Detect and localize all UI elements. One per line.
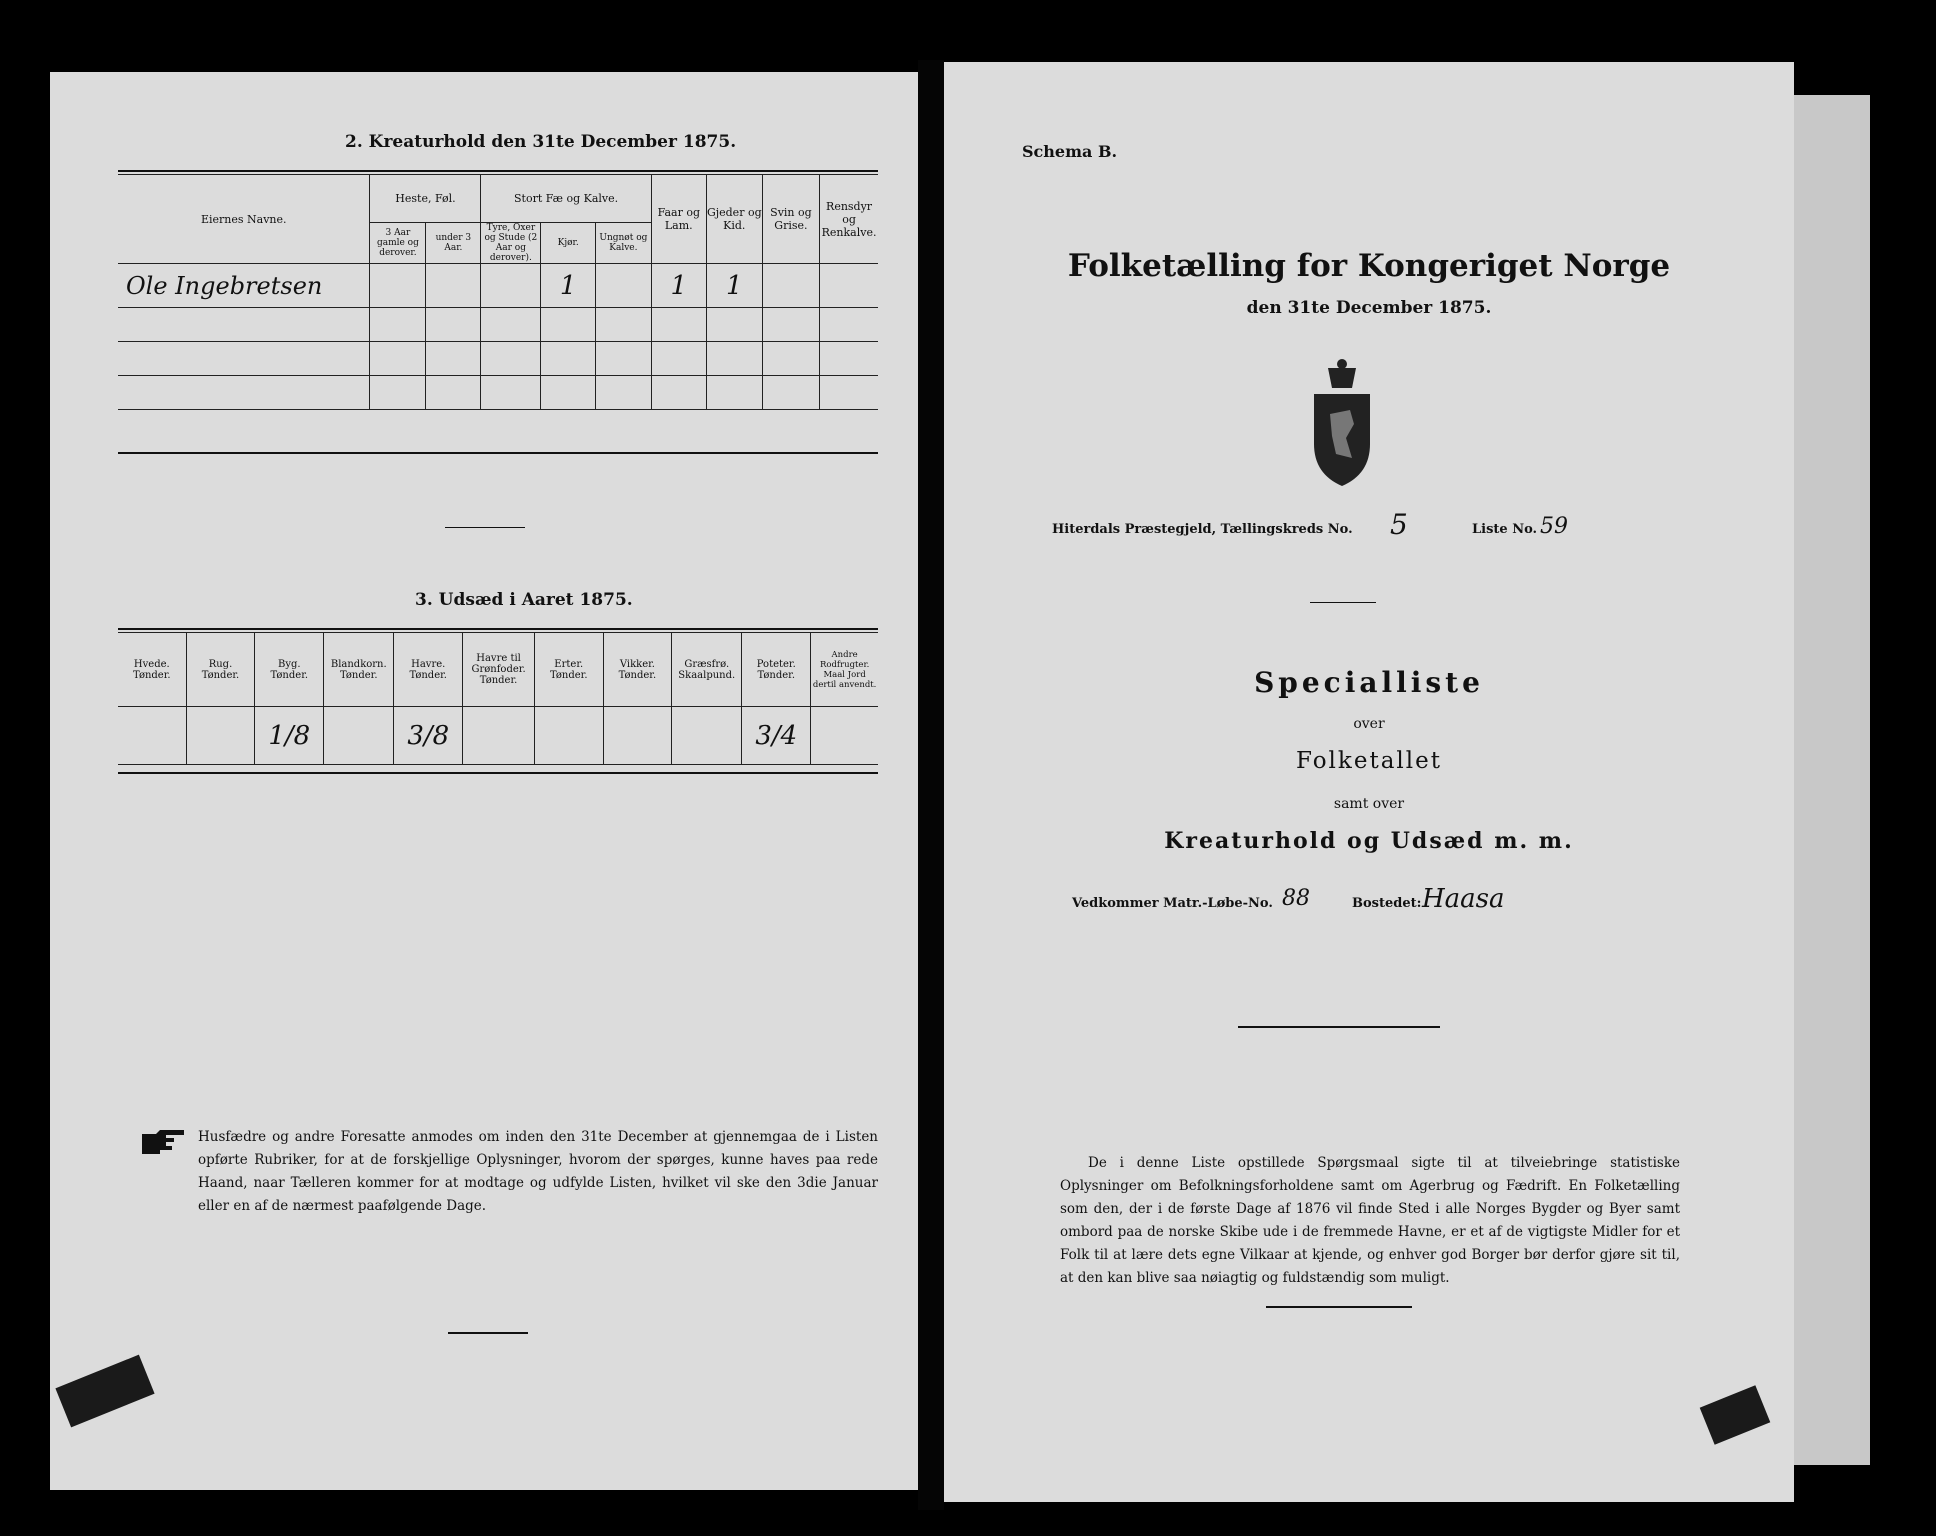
cell: [762, 308, 819, 342]
grass-seed-header: [672, 633, 742, 707]
cell: [651, 308, 706, 342]
barley-header: [255, 633, 324, 707]
cell: [186, 707, 255, 765]
vetch-unit: Tønder.: [618, 669, 657, 681]
mixed-grain-header: [324, 633, 394, 707]
left-footer-rule: [448, 1332, 528, 1334]
cell: [534, 707, 603, 765]
samt-over-text: samt over: [1333, 796, 1405, 812]
liste-label: Liste No.: [1472, 522, 1538, 537]
goats-header: Gjeder og Kid.: [706, 175, 762, 264]
cell: [481, 342, 541, 376]
cell: [762, 264, 819, 308]
cell: [481, 376, 541, 410]
kreds-number: 5: [1390, 508, 1408, 541]
bosted-label: Bostedet:: [1352, 896, 1422, 911]
table2-top-rule: [118, 628, 878, 630]
young-cattle-header: Ungnøt og Kalve.: [596, 223, 652, 264]
reindeer-header: Rensdyr og Renkalve.: [820, 175, 878, 264]
cell: [541, 376, 596, 410]
underlying-page-edge: [1790, 95, 1870, 1465]
kreaturhold-heading: Kreaturhold og Udsæd m. m.: [1164, 828, 1574, 854]
cell: [118, 707, 186, 765]
barley-unit: Tønder.: [270, 669, 309, 681]
cell: [820, 308, 878, 342]
matr-label: Vedkommer Matr.-Løbe-No.: [1072, 896, 1273, 911]
cattle-header: Stort Fæ og Kalve.: [481, 175, 651, 223]
table1-bottom-rule: [118, 452, 878, 454]
folketallet-heading: Folketallet: [1296, 748, 1442, 774]
divider: [445, 527, 525, 528]
horses-3yr-header: 3 Aar gamle og derover.: [370, 223, 426, 264]
peas-label: Erter.: [554, 658, 584, 670]
wheat-unit: Tønder.: [133, 669, 171, 681]
barley-value: 1/8: [255, 707, 324, 765]
table2-bottom-rule: [118, 772, 878, 774]
over-text: over: [1353, 716, 1385, 732]
cell: [596, 264, 652, 308]
cell: [541, 342, 596, 376]
cell: [762, 342, 819, 376]
section2-title: 2. Kreaturhold den 31te December 1875.: [345, 132, 737, 152]
cell: [463, 707, 535, 765]
cows-header: Kjør.: [541, 223, 596, 264]
right-footer-rule: [1266, 1306, 1412, 1308]
horses-header: Heste, Føl.: [370, 175, 481, 223]
specialliste-heading: Specialliste: [1254, 666, 1484, 699]
potatoes-unit: Tønder.: [757, 669, 796, 681]
green-fodder-label: Havre til Grønfoder.: [471, 653, 526, 675]
grass-seed-unit: Skaalpund.: [678, 669, 736, 681]
wheat-header: [118, 633, 186, 707]
vetch-label: Vikker.: [619, 658, 655, 670]
cell: [426, 376, 481, 410]
root-crops-unit: Maal Jord dertil anvendt.: [812, 669, 877, 690]
census-date: den 31te December 1875.: [1246, 298, 1492, 318]
potatoes-label: Poteter.: [756, 658, 796, 670]
bosted-value: Haasa: [1422, 884, 1505, 914]
rye-label: Rug.: [208, 658, 233, 670]
cell: [426, 264, 481, 308]
cell: [426, 342, 481, 376]
table1-top-rule: [118, 170, 878, 172]
cell: [596, 342, 652, 376]
cell: [651, 376, 706, 410]
mixed-grain-unit: Tønder.: [339, 669, 378, 681]
cell: [481, 308, 541, 342]
oats-label: Havre.: [411, 658, 446, 670]
liste-number: 59: [1540, 514, 1568, 539]
section3-title: 3. Udsæd i Aaret 1875.: [415, 590, 633, 610]
divider: [1310, 602, 1376, 603]
horses-under3-header: under 3 Aar.: [426, 223, 481, 264]
pointing-hand-icon: [140, 1126, 188, 1158]
vetch-header: [603, 633, 672, 707]
owner-name: Ole Ingebretsen: [118, 264, 370, 308]
right-notice: De i denne Liste opstillede Spørgsmaal sigte til at tilveiebringe statistiske Oplysninger om Befolkningsforholdene samt om Agerbrug og Fædrift. En Folketælling som den, der i de første Dage af 1876 vil finde Sted i alle Norges Bygder og Byer samt ombord paa de norske Skibe ude i de fremmede Havne, er et af de vigtigste Midler for et Folk til at lære dets egne Vilkaar at kjende, og enhver god Borger bør derfor gjøre sit til, at den kan blive saa nøiagtig og fuldstændig som muligt.: [1060, 1155, 1680, 1286]
matr-number: 88: [1282, 886, 1310, 911]
oxen-header: Tyre, Oxer og Stude (2 Aar og derover).: [481, 223, 541, 264]
peas-unit: Tønder.: [549, 669, 588, 681]
potatoes-value: 3/4: [742, 707, 811, 765]
mixed-grain-label: Blandkorn.: [330, 658, 387, 670]
cell: [596, 308, 652, 342]
peas-header: [534, 633, 603, 707]
root-crops-header: [811, 633, 878, 707]
root-crops-label: Andre Rodfrugter.: [819, 649, 870, 670]
cell: [596, 376, 652, 410]
cell: [481, 264, 541, 308]
sowing-table: [118, 632, 878, 765]
rye-unit: Tønder.: [201, 669, 240, 681]
right-mid-rule: [1238, 1026, 1440, 1028]
census-title: Folketælling for Kongeriget Norge: [1067, 248, 1671, 284]
norway-coat-of-arms-icon: [1306, 358, 1378, 490]
cell: [118, 342, 370, 376]
cell: [118, 308, 370, 342]
cell: [426, 308, 481, 342]
oats-unit: Tønder.: [409, 669, 447, 681]
owner-header: Eiernes Navne.: [118, 175, 370, 264]
cows-value: 1: [541, 264, 596, 308]
left-notice: Husfædre og andre Foresatte anmodes om inden den 31te December at gjennemgaa de i Listen opførte Rubriker, for at de forskjellige Oplysninger, hvorom der spørges, kunne haves paa rede Haand, naar Tælleren kommer for at modtage og udfylde Listen, hvilket vil ske den 3die Januar eller en af de nærmest paafølgende Dage.: [198, 1129, 878, 1214]
cell: [672, 707, 742, 765]
sheep-header: Faar og Lam.: [651, 175, 706, 264]
cell: [370, 264, 426, 308]
pigs-header: Svin og Grise.: [762, 175, 819, 264]
cell: [820, 264, 878, 308]
cell: [370, 308, 426, 342]
book-spine: [918, 60, 944, 1510]
cell: [370, 376, 426, 410]
wheat-label: Hvede.: [133, 658, 170, 670]
oats-value: 3/8: [394, 707, 463, 765]
livestock-table: [118, 174, 878, 410]
cell: [762, 376, 819, 410]
parish-label: Hiterdals Præstegjeld, Tællingskreds No.: [1052, 522, 1353, 537]
green-fodder-header: [463, 633, 535, 707]
cell: [541, 308, 596, 342]
goats-value: 1: [706, 264, 762, 308]
barley-label: Byg.: [278, 658, 301, 670]
cell: [651, 342, 706, 376]
sheep-value: 1: [651, 264, 706, 308]
cell: [820, 376, 878, 410]
schema-label: Schema B.: [1022, 142, 1118, 161]
cell: [324, 707, 394, 765]
cell: [603, 707, 672, 765]
cell: [706, 342, 762, 376]
cell: [706, 376, 762, 410]
cell: [811, 707, 878, 765]
rye-header: [186, 633, 255, 707]
potatoes-header: [742, 633, 811, 707]
cell: [370, 342, 426, 376]
green-fodder-unit: Tønder.: [479, 675, 518, 686]
cell: [118, 376, 370, 410]
cell: [706, 308, 762, 342]
oats-header: [394, 633, 463, 707]
cell: [820, 342, 878, 376]
grass-seed-label: Græsfrø.: [684, 658, 730, 670]
